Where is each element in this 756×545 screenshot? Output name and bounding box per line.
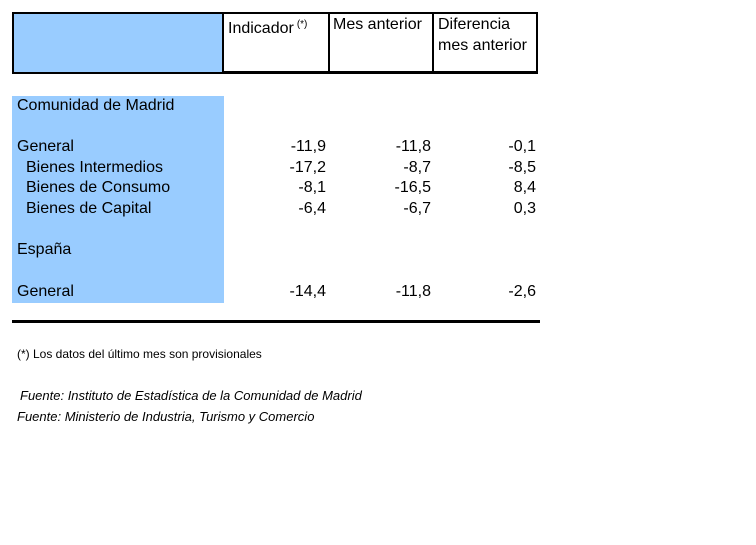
- header-indicador-note-mark: (*): [296, 19, 308, 30]
- section-title-espana: España: [17, 241, 72, 258]
- header-divider: [432, 14, 434, 73]
- header-divider: [222, 14, 224, 73]
- footnote: (*) Los datos del último mes son provisionales: [17, 347, 262, 361]
- header-mes-anterior: Mes anterior: [333, 16, 422, 33]
- row-label: Bienes de Capital: [26, 200, 152, 217]
- cell-mes-anterior: -6,7: [403, 200, 431, 217]
- cell-diferencia: -0,1: [508, 138, 536, 155]
- row-label: Bienes Intermedios: [26, 159, 163, 176]
- header-divider: [328, 14, 330, 73]
- header-diferencia-line1: Diferencia: [438, 16, 511, 33]
- cell-diferencia: -2,6: [508, 283, 536, 300]
- cell-diferencia: 8,4: [513, 179, 536, 196]
- cell-mes-anterior: -11,8: [395, 283, 431, 300]
- row-label: General: [17, 138, 74, 155]
- cell-diferencia: -8,5: [508, 159, 536, 176]
- cell-indicador: -8,1: [298, 179, 326, 196]
- cell-mes-anterior: -11,8: [395, 138, 431, 155]
- cell-indicador: -17,2: [289, 159, 326, 176]
- cell-indicador: -11,9: [290, 138, 326, 155]
- header-indicador: [228, 18, 307, 41]
- table-bottom-rule: [12, 320, 540, 323]
- row-label: Bienes de Consumo: [26, 179, 171, 196]
- source-line: Fuente: Ministerio de Industria, Turismo y Comercio: [17, 409, 315, 424]
- header-diferencia-line2: mes anterior: [438, 37, 527, 54]
- header-blank-cell: [14, 14, 222, 72]
- cell-indicador: -6,4: [298, 200, 326, 217]
- source-line: Fuente: Instituto de Estadística de la Comunidad de Madrid: [20, 388, 362, 403]
- cell-diferencia: 0,3: [513, 200, 536, 217]
- section-title-madrid: Comunidad de Madrid: [17, 97, 175, 114]
- cell-indicador: -14,4: [289, 283, 326, 300]
- header-indicador-label: Indicador: [228, 20, 294, 37]
- cell-mes-anterior: -16,5: [394, 179, 431, 196]
- row-label: General: [17, 283, 74, 300]
- cell-mes-anterior: -8,7: [403, 159, 431, 176]
